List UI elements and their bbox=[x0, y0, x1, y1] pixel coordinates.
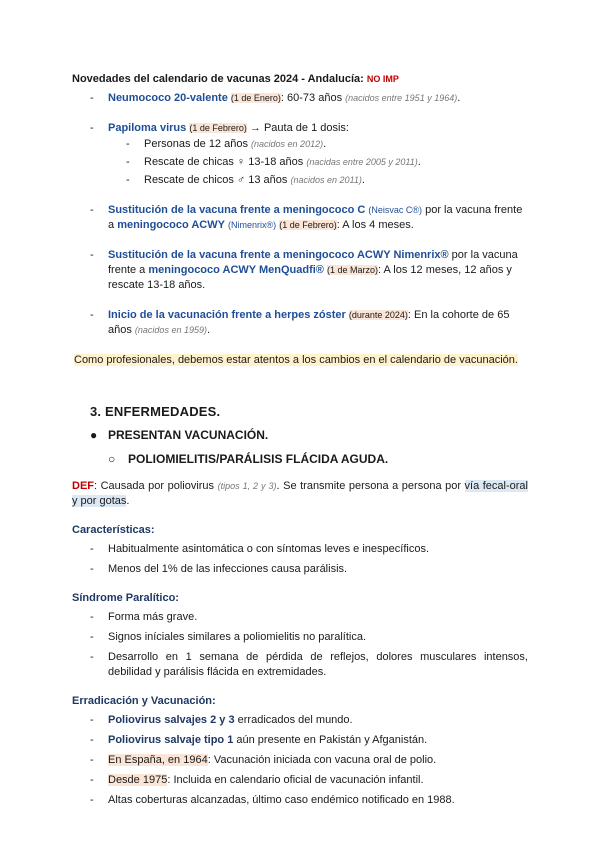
list-item: - Signos iníciales similares a poliomielitis no paralítica. bbox=[72, 630, 528, 645]
closing-note: Como profesionales, debemos estar atentos a los cambios en el calendario de vacunación. bbox=[74, 354, 518, 366]
list-item: - Desarrollo en 1 semana de pérdida de reflejos, dolores musculares intensos, debilidad y parálisis flácida en extremidades. bbox=[72, 650, 528, 680]
novedades-title: Novedades del calendario de vacunas 2024 - Andalucía: NO IMP bbox=[72, 73, 399, 85]
caracteristicas-list bbox=[72, 542, 528, 577]
definition: DEF: Causada por poliovirus (tipos 1, 2 y 3). Se transmite persona a persona por vía fecal-oral y por gotas. bbox=[72, 480, 528, 507]
sindrome-list bbox=[72, 610, 528, 680]
erradicacion-title: Erradicación y Vacunación: bbox=[72, 695, 216, 707]
section-heading: 3. ENFERMEDADES. bbox=[90, 404, 221, 419]
topic-heading: ○ POLIOMIELITIS/PARÁLISIS FLÁCIDA AGUDA. bbox=[108, 452, 389, 466]
list-item: - Neumococo 20-valente (1 de Enero): 60-73 años (nacidos entre 1951 y 1964). bbox=[72, 91, 528, 106]
list-item: - Poliovirus salvaje tipo 1 aún presente en Pakistán y Afganistán. bbox=[72, 733, 528, 748]
list-item: - En España, en 1964: Vacunación iniciada con vacuna oral de polio. bbox=[72, 753, 528, 768]
list-item: - Inicio de la vacunación frente a herpes zóster (durante 2024): En la cohorte de 65 años (nacidos en 1959). bbox=[72, 308, 528, 338]
circle-bullet-icon: ○ bbox=[108, 452, 116, 466]
sub-list bbox=[108, 137, 528, 188]
sub-list-item: - Rescate de chicos ♂ 13 años (nacidos en 2011). bbox=[108, 173, 528, 188]
sub-list-item: - Personas de 12 años (nacidos en 2012). bbox=[108, 137, 528, 152]
list-item: - Menos del 1% de las infecciones causa parálisis. bbox=[72, 562, 528, 577]
document-page bbox=[72, 72, 528, 813]
list-item: - Poliovirus salvajes 2 y 3 erradicados del mundo. bbox=[72, 713, 528, 728]
list-item: - Habitualmente asintomática o con síntomas leves e inespecíficos. bbox=[72, 542, 528, 557]
bullet-icon: ● bbox=[90, 428, 98, 442]
list-item: - Desde 1975: Incluida en calendario oficial de vacunación infantil. bbox=[72, 773, 528, 788]
caracteristicas-title: Características: bbox=[72, 524, 155, 536]
subsection-heading: ● PRESENTAN VACUNACIÓN. bbox=[90, 428, 269, 442]
erradicacion-list bbox=[72, 713, 528, 808]
list-item: - Altas coberturas alcanzadas, último caso endémico notificado en 1988. bbox=[72, 793, 528, 808]
list-item: - Papiloma virus (1 de Febrero) → Pauta de 1 dosis: - Personas de 12 años (nacidos en 2012). - Rescate de chicas ♀ 13-18 años (nacidas entre 2005 y 2011). - Rescate de chicos ♂ 13 años (nacidos en 2011). bbox=[72, 121, 528, 188]
novedades-list bbox=[72, 91, 528, 338]
no-imp-tag: NO IMP bbox=[366, 74, 399, 84]
list-item: - Sustitución de la vacuna frente a meningococo ACWY Nimenrix® por la vacuna frente a meningococo ACWY MenQuadfi® (1 de Marzo): A los 12 meses, 12 años y rescate 13-18 años. bbox=[72, 248, 528, 293]
list-item: - Sustitución de la vacuna frente a meningococo C (Neisvac C®) por la vacuna frente a meningococo ACWY (Nimenrix®) (1 de Febrero): A los 4 meses. bbox=[72, 203, 528, 233]
sub-list-item: - Rescate de chicas ♀ 13-18 años (nacidas entre 2005 y 2011). bbox=[108, 155, 528, 170]
list-item: - Forma más grave. bbox=[72, 610, 528, 625]
sindrome-title: Síndrome Paralítico: bbox=[72, 592, 179, 604]
